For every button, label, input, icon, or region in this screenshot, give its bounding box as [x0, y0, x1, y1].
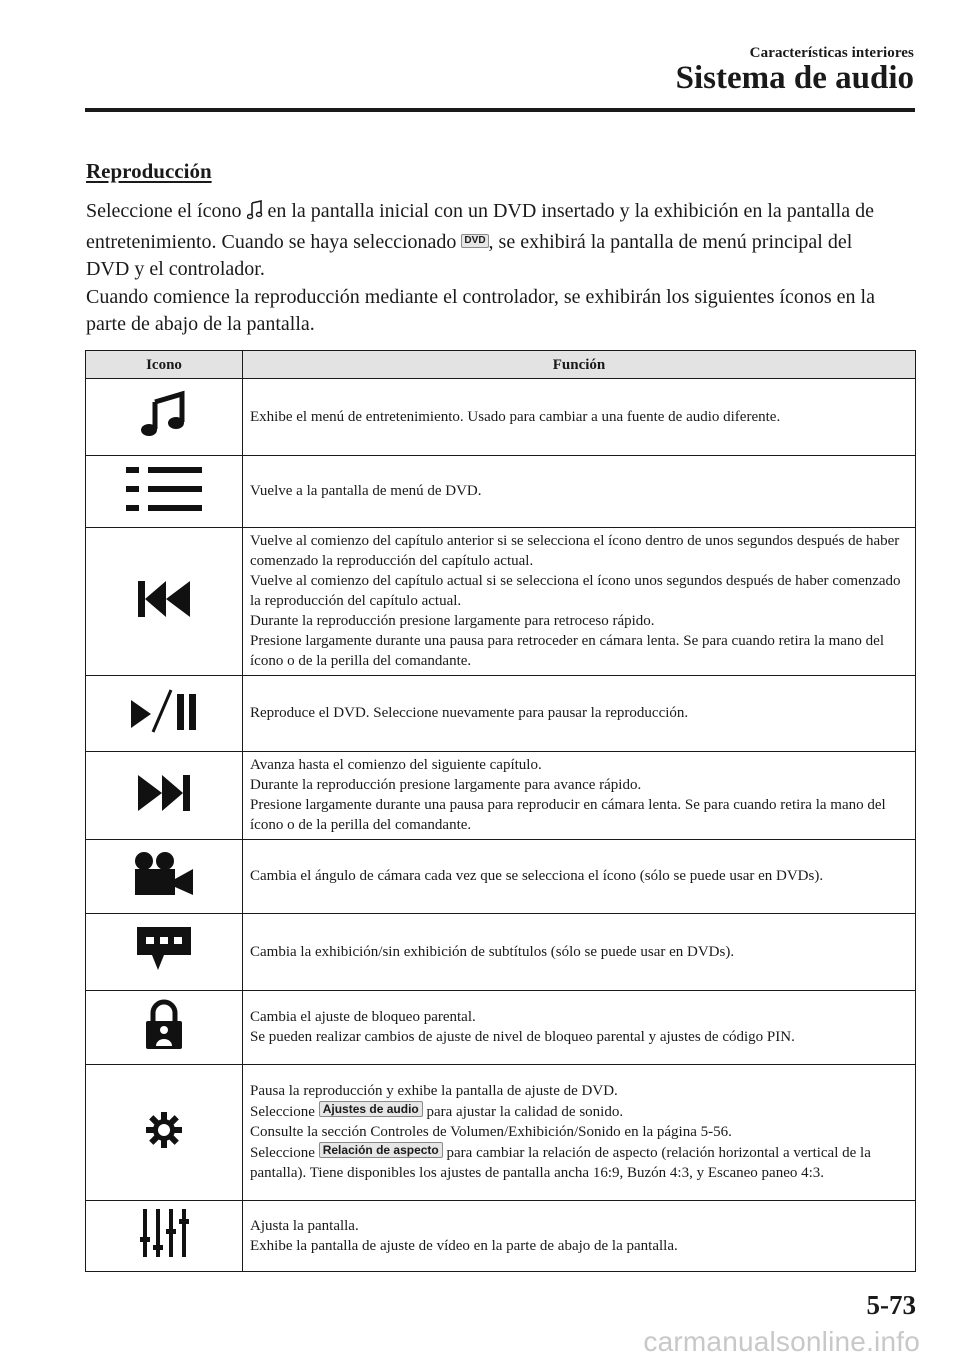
description-line: Se pueden realizar cambios de ajuste de nivel de bloqueo parental y ajustes de código PIN.: [250, 1029, 795, 1045]
intro-text-c: , se exhibirá la pantalla de menú principal del DVD y el controlador.: [86, 230, 853, 280]
play-pause-icon: [129, 724, 199, 740]
description-line: [250, 1142, 908, 1183]
description-line: Consulte la sección Controles de Volumen/Exhibición/Sonido en la página 5-56.: [250, 1124, 732, 1140]
music-note-icon: [138, 428, 190, 444]
icon-cell: [86, 676, 243, 752]
description-text: para cambiar la relación de aspecto (relación horizontal a vertical de la pantalla). Tiene disponibles los ajustes de pantalla ancha 16:9, Buzón 4:3, y Escaneo paneo 4:3.: [250, 1145, 871, 1181]
table-row: [86, 379, 916, 456]
description-line: Cambia el ángulo de cámara cada vez que se selecciona el ícono (sólo se puede usar en DVDs).: [250, 868, 824, 884]
header-rule: [85, 108, 915, 112]
page-number: 5-73: [866, 1290, 916, 1320]
camera-angle-icon: [131, 887, 197, 903]
next-chapter-icon: [136, 801, 192, 817]
icon-cell: [86, 1201, 243, 1272]
select-prefix: Seleccione: [250, 1145, 319, 1161]
table-row: [86, 1065, 916, 1201]
subtitle-icon: [134, 962, 194, 978]
function-description: [243, 914, 916, 991]
description-line: Vuelve a la pantalla de menú de DVD.: [250, 483, 482, 499]
description-line: Durante la reproducción presione largamente para avance rápido.: [250, 777, 642, 793]
function-description: [243, 991, 916, 1065]
function-description: [243, 752, 916, 840]
icon-cell: [86, 528, 243, 676]
table-row: [86, 752, 916, 840]
description-line: Exhibe la pantalla de ajuste de vídeo en la parte de abajo de la pantalla.: [250, 1237, 678, 1254]
page-title: Reproducción: [86, 159, 212, 183]
description-line: Presione largamente durante una pausa para retroceder en cámara lenta. Se para cuando retira la mano del ícono o de la perilla del comandante.: [250, 633, 884, 669]
function-description: [243, 1065, 916, 1201]
intro-paragraph-1: [86, 198, 886, 284]
section-header: Sistema de audio: [675, 60, 914, 96]
function-description: [243, 1201, 916, 1272]
intro-text-b: en la pantalla inicial con un DVD insertado y la exhibición en la pantalla de entretenimiento. Cuando se haya seleccionado: [86, 200, 874, 253]
description-line: Cambia el ajuste de bloqueo parental.: [250, 1009, 476, 1025]
function-description: [243, 840, 916, 914]
table-row: [86, 528, 916, 676]
aspect-ratio-chip: Relación de aspecto: [319, 1142, 443, 1158]
intro-text-a: Seleccione el ícono: [86, 200, 247, 222]
chapter-header: Características interiores: [749, 45, 914, 61]
function-description: [243, 379, 916, 456]
column-header-icon: Icono: [86, 351, 243, 379]
icon-cell: [86, 456, 243, 528]
icon-cell: [86, 1065, 243, 1201]
icon-cell: [86, 840, 243, 914]
settings-gear-icon: [144, 1138, 184, 1154]
intro-paragraph-2: Cuando comience la reproducción mediante el controlador, se exhibirán los siguientes íconos en la parte de abajo de la pantalla.: [86, 285, 875, 335]
table-row: [86, 1201, 916, 1272]
table-row: [86, 991, 916, 1065]
description-line: [250, 1101, 908, 1122]
description-line: Vuelve al comienzo del capítulo anterior si se selecciona el ícono dentro de unos segundos después de haber comenzado la reproducción del capítulo actual.: [250, 533, 900, 569]
watermark: carmanualsonline.info: [643, 1326, 920, 1357]
table-header-row: [86, 351, 916, 379]
list-menu-icon: [124, 501, 204, 517]
dvd-chip: DVD: [461, 234, 488, 248]
description-line: Ajusta la pantalla.: [250, 1217, 359, 1234]
description-line: Durante la reproducción presione largamente para retroceso rápido.: [250, 613, 655, 629]
video-adjust-icon: [139, 1247, 189, 1263]
function-description: [243, 676, 916, 752]
parental-lock-icon: [143, 1039, 185, 1055]
audio-settings-chip: Ajustes de audio: [319, 1101, 423, 1117]
table-row: [86, 914, 916, 991]
function-description: [243, 528, 916, 676]
description-line: Cambia la exhibición/sin exhibición de subtítulos (sólo se puede usar en DVDs).: [250, 943, 735, 960]
function-table: [85, 350, 916, 1272]
previous-chapter-icon: [136, 607, 192, 623]
column-header-function: Función: [243, 351, 916, 379]
description-line: Presione largamente durante una pausa para reproducir en cámara lenta. Se para cuando retira la mano del ícono o de la perilla del comandante.: [250, 797, 886, 833]
table-row: [86, 840, 916, 914]
description-line: Exhibe el menú de entretenimiento. Usado para cambiar a una fuente de audio diferente.: [250, 408, 781, 425]
description-line: Reproduce el DVD. Seleccione nuevamente para pausar la reproducción.: [250, 705, 689, 721]
table-row: [86, 676, 916, 752]
icon-cell: [86, 752, 243, 840]
intro-text: [86, 198, 886, 339]
description-text: para ajustar la calidad de sonido.: [422, 1104, 624, 1120]
table-row: [86, 456, 916, 528]
description-line: Pausa la reproducción y exhibe la pantalla de ajuste de DVD.: [250, 1083, 618, 1099]
select-prefix: Seleccione: [250, 1104, 319, 1120]
icon-cell: [86, 914, 243, 991]
function-description: [243, 456, 916, 528]
icon-cell: [86, 991, 243, 1065]
description-line: Avanza hasta el comienzo del siguiente capítulo.: [250, 757, 542, 773]
icon-cell: [86, 379, 243, 456]
description-line: Vuelve al comienzo del capítulo actual si se selecciona el ícono unos segundos después de haber comenzado la reproducción del capítulo actual.: [250, 573, 901, 609]
music-note-icon: [247, 200, 263, 229]
